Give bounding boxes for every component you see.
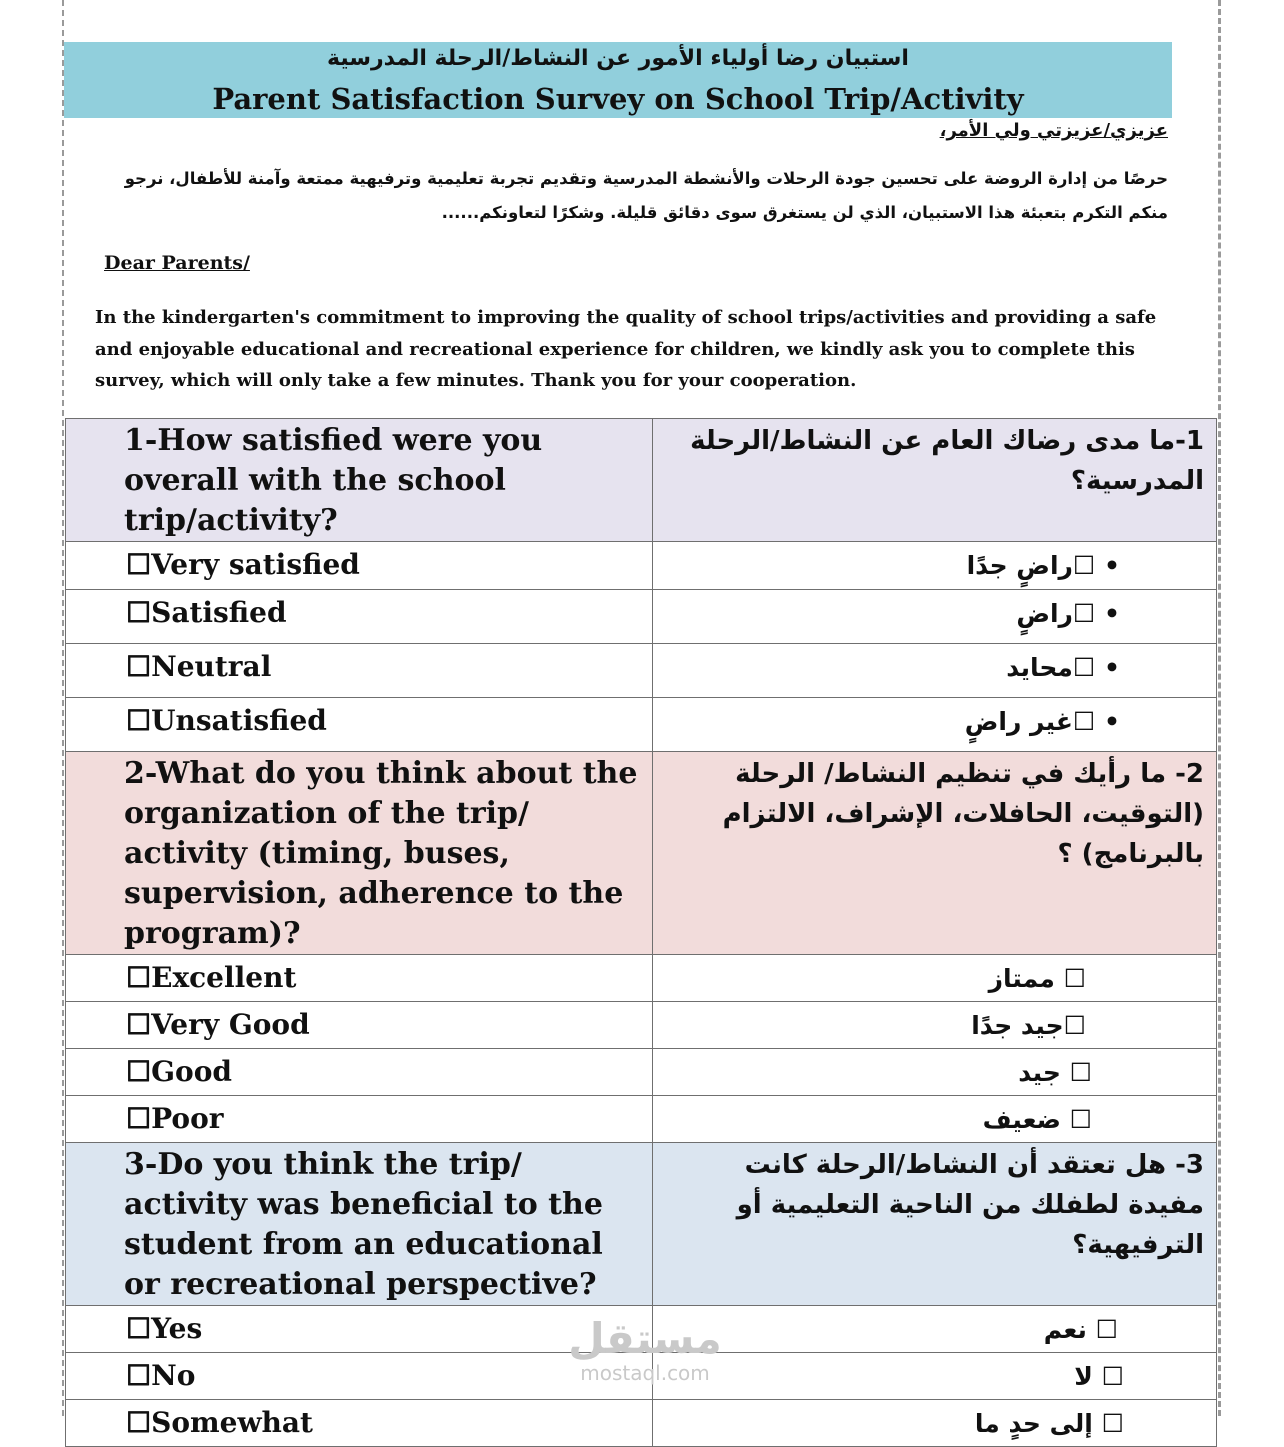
question-english: 3-Do you think the trip/ activity was beneficial to the student from an educational or recreational perspective? xyxy=(124,1147,603,1302)
watermark-logo xyxy=(560,1316,730,1384)
option-english[interactable]: ☐Somewhat xyxy=(126,1406,313,1439)
title-arabic: استبيان رضا أولياء الأمور عن النشاط/الرحلة المدرسية xyxy=(327,46,909,71)
option-english[interactable]: ☐Satisfied xyxy=(126,596,287,629)
question-arabic: 2- ما رأيك في تنظيم النشاط/ الرحلة (التوقيت، الحافلات، الإشراف، الالتزام بالبرنامج) ؟ xyxy=(722,759,1204,869)
option-row xyxy=(66,955,1217,1002)
option-english[interactable]: ☐No xyxy=(126,1359,196,1392)
option-arabic[interactable]: ☐ لا xyxy=(1074,1362,1124,1391)
option-row xyxy=(66,1002,1217,1049)
option-arabic[interactable]: • ☐غير راضٍ xyxy=(964,707,1120,736)
page-border-right xyxy=(1218,0,1224,1416)
option-english[interactable]: ☐Very satisfied xyxy=(126,548,360,581)
greeting-arabic: عزيزي/عزيزتي ولي الأمر، xyxy=(939,120,1168,141)
option-arabic[interactable]: ☐ نعم xyxy=(1043,1315,1118,1344)
option-english[interactable]: ☐Good xyxy=(126,1055,232,1088)
question-arabic: 3- هل تعتقد أن النشاط/الرحلة كانت مفيدة لطفلك من الناحية التعليمية أو الترفيهية؟ xyxy=(736,1150,1204,1260)
option-row xyxy=(66,644,1217,698)
option-arabic[interactable]: ☐جيد جدًا xyxy=(971,1011,1086,1040)
question-row xyxy=(66,419,1217,542)
option-row xyxy=(66,698,1217,752)
option-english[interactable]: ☐Excellent xyxy=(126,961,297,994)
intro-arabic: حرصًا من إدارة الروضة على تحسين جودة الرحلات والأنشطة المدرسية وتقديم تجربة تعليمية وترفيهية ممتعة وآمنة للأطفال، نرجو منكم التكرم بتعبئة هذا الاستبيان، الذي لن يستغرق سوى دقائق قليلة. وشكرًا لتعاونكم...... xyxy=(124,169,1168,222)
option-arabic[interactable]: ☐ إلى حدٍ ما xyxy=(974,1409,1124,1438)
option-arabic[interactable]: ☐ ضعيف xyxy=(982,1105,1092,1134)
option-arabic[interactable]: • ☐راضٍ xyxy=(1016,599,1120,628)
option-row xyxy=(66,1049,1217,1096)
option-arabic[interactable]: • ☐راضٍ جدًا xyxy=(966,551,1120,580)
survey-table xyxy=(65,418,1217,1447)
option-row xyxy=(66,590,1217,644)
option-english[interactable]: ☐Poor xyxy=(126,1102,224,1135)
question-row xyxy=(66,1143,1217,1306)
question-english: 1-How satisfied were you overall with the school trip/activity? xyxy=(124,423,543,538)
question-arabic: 1-ما مدى رضاك العام عن النشاط/الرحلة المدرسية؟ xyxy=(690,426,1204,496)
option-english[interactable]: ☐Yes xyxy=(126,1312,203,1345)
option-arabic[interactable]: ☐ جيد xyxy=(1018,1058,1092,1087)
greeting-english: Dear Parents/ xyxy=(104,252,250,274)
title-banner xyxy=(64,42,1172,118)
option-english[interactable]: ☐Very Good xyxy=(126,1008,310,1041)
option-row xyxy=(66,542,1217,590)
option-english[interactable]: ☐Unsatisfied xyxy=(126,704,327,737)
watermark-arabic: مستقل xyxy=(568,1314,722,1363)
option-arabic[interactable]: • ☐محايد xyxy=(1006,653,1120,682)
option-row xyxy=(66,1400,1217,1447)
intro-english: In the kindergarten's commitment to improving the quality of school trips/activities and providing a safe and enjoyable educational and recreational experience for children, we kindly ask you to complete this survey, which will only take a few minutes. Thank you for your cooperation. xyxy=(95,307,1157,391)
option-arabic[interactable]: ☐ ممتاز xyxy=(988,964,1086,993)
option-row xyxy=(66,1096,1217,1143)
watermark-english: mostaql.com xyxy=(580,1361,710,1385)
question-english: 2-What do you think about the organization of the trip/ activity (timing, buses, supervision, adherence to the program)? xyxy=(124,756,638,951)
title-english: Parent Satisfaction Survey on School Trip/Activity xyxy=(212,82,1024,116)
option-english[interactable]: ☐Neutral xyxy=(126,650,272,683)
question-row xyxy=(66,752,1217,955)
